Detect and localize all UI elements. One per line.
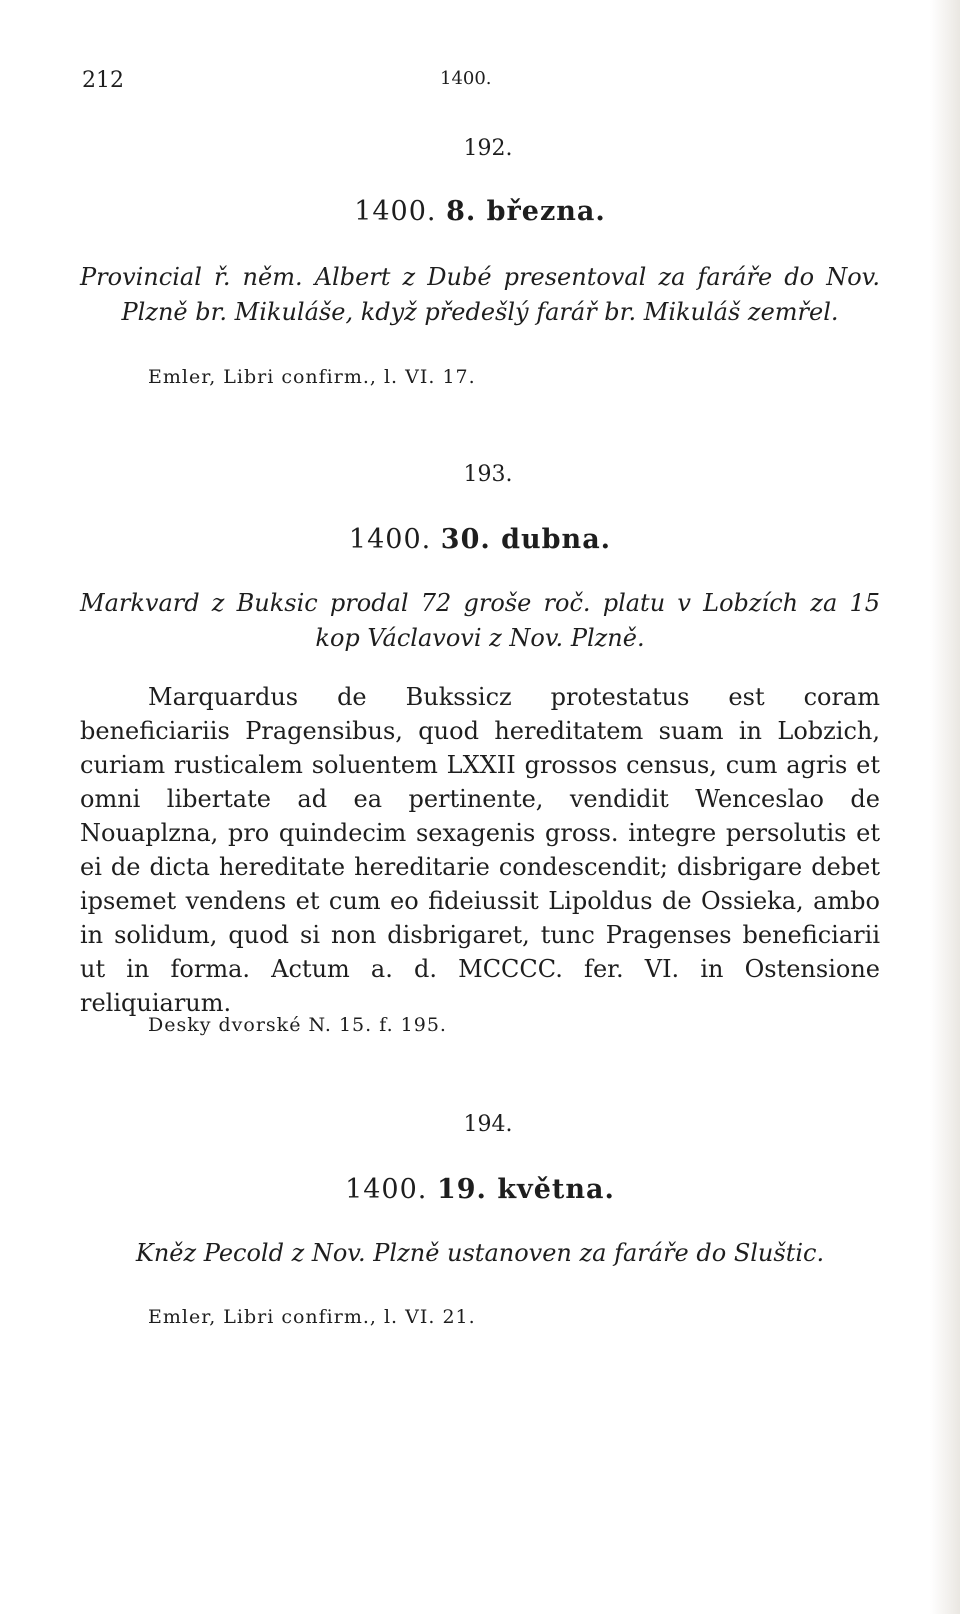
running-head: 1400.: [440, 68, 492, 89]
entry-date-193: [0, 524, 960, 555]
entry-date-day-month: 19. května.: [436, 1174, 615, 1205]
entry-source-193: Desky dvorské N. 15. f. 195.: [148, 1014, 447, 1036]
entry-source-194: Emler, Libri confirm., l. VI. 21.: [148, 1306, 476, 1328]
entry-date-day-month: 8. března.: [446, 196, 606, 227]
entry-regest-193: Markvard z Buksic prodal 72 groše roč. platu v Lobzích za 15 kop Václavovi z Nov. Plzně.: [80, 589, 880, 652]
page-header: [0, 68, 960, 98]
entry-source-192: Emler, Libri confirm., l. VI. 17.: [148, 366, 476, 388]
page-number: 212: [82, 68, 124, 93]
entry-date-year: 1400.: [348, 524, 432, 555]
entry-regest-194: Kněz Pecold z Nov. Plzně ustanoven za faráře do Sluštic.: [135, 1239, 825, 1267]
entry-date-194: [0, 1174, 960, 1205]
page-edge: [930, 0, 960, 1614]
entry-regest-192: Provincial ř. něm. Albert z Dubé presentoval za faráře do Nov. Plzně br. Mikuláše, když předešlý farář br. Mikuláš zemřel.: [80, 263, 880, 326]
entry-date-192: [0, 196, 960, 227]
entry-date-year: 1400.: [345, 1174, 428, 1205]
entry-number-193: 193.: [463, 462, 513, 487]
entry-date-year: 1400.: [354, 196, 437, 227]
entry-number-194: 194.: [463, 1112, 513, 1137]
entry-text-193: Marquardus de Bukssicz protestatus est coram beneficiariis Pragensibus, quod hereditatem suam in Lobzich, curiam rusticalem soluentem LXXII grossos census, cum agris et omni libertate ad ea pertinente, vendidit Wenceslao de Nouaplzna, pro quindecim sexagenis gross. integre persolutis et ei de dicta hereditate hereditarie condescendit; disbrigare debet ipsemet vendens et cum eo fideiussit Lipoldus de Ossieka, ambo in solidum, quod si non disbrigaret, tunc Pragenses beneficiarii ut in forma. Actum a. d. MCCCC. fer. VI. in Ostensione reliquiarum.: [80, 683, 880, 1017]
entry-date-day-month: 30. dubna.: [440, 524, 612, 555]
entry-number-192: 192.: [463, 136, 513, 161]
